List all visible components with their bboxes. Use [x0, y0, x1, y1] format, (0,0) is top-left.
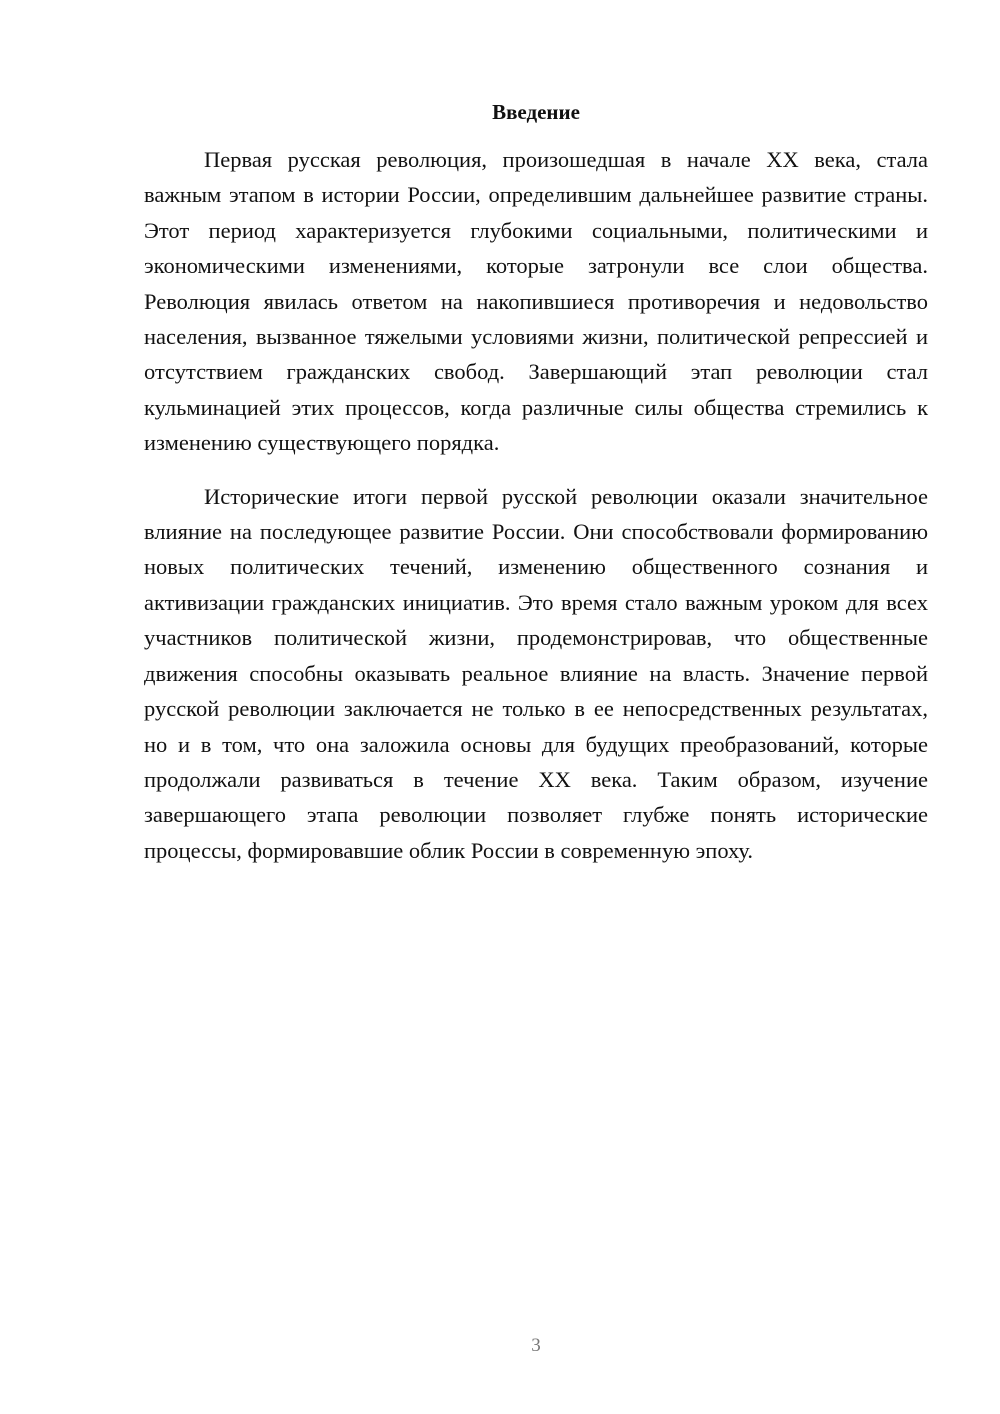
page-number: 3: [531, 1335, 541, 1356]
paragraph-1: Первая русская революция, произошедшая в начале XX века, стала важным этапом в истории России, определившим дальнейшее развитие страны. Этот период характеризуется глубокими социальными, политическими и экономическими изменениями, которые затронули все слои общества. Революция явилась ответом на накопившиеся противоречия и недовольство населения, вызванное тяжелыми условиями жизни, политической репрессией и отсутствием гражданских свобод. Завершающий этап революции стал кульминацией этих процессов, когда различные силы общества стремились к изменению существующего порядка.: [144, 147, 928, 456]
body-text: [144, 142, 928, 868]
paragraph-2: Исторические итоги первой русской революции оказали значительное влияние на последующее развитие России. Они способствовали формированию новых политических течений, изменению общественного сознания и активизации гражданских инициатив. Это время стало важным уроком для всех участников политической жизни, продемонстрировав, что общественные движения способны оказывать реальное влияние на власть. Значение первой русской революции заключается не только в ее непосредственных результатах, но и в том, что она заложила основы для будущих преобразований, которые продолжали развиваться в течение XX века. Таким образом, изучение завершающего этапа революции позволяет глубже понять исторические процессы, формировавшие облик России в современную эпоху.: [144, 483, 928, 863]
section-title: Введение: [492, 100, 580, 124]
